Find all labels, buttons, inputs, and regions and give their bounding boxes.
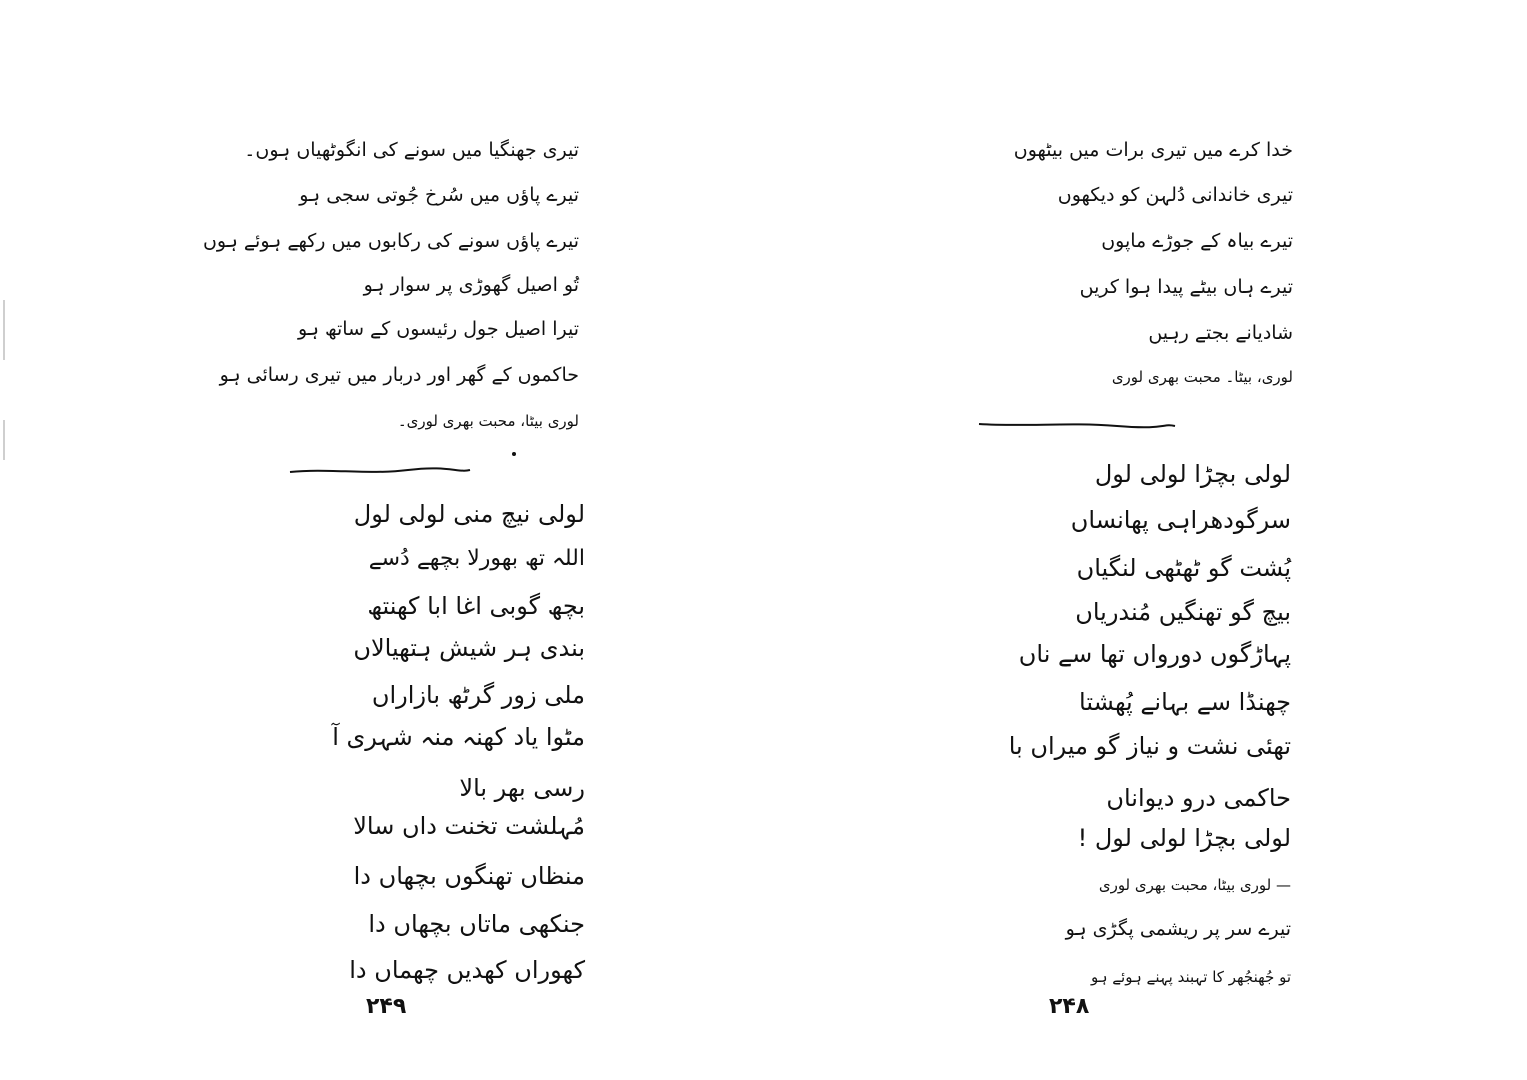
right-verse-bottom: تھئی نشت و نیاز گو میراں با	[1008, 732, 1291, 760]
page-number: ۲۴۹	[366, 994, 407, 1019]
right-verse-caption: — لوری بیٹا، محبت بھری لوری	[1098, 876, 1291, 894]
left-verse-bottom: مُہلشت تخنت داں سالا	[353, 812, 585, 840]
left-verse-top: تیری جھنگیا میں سونے کی انگوٹھیاں ہوں۔	[244, 139, 579, 161]
left-verse-bottom: رسی بھر بالا	[459, 774, 585, 802]
right-verse-caption: لوری، بیٹا۔ محبت بھری لوری	[1111, 368, 1293, 386]
left-verse-bottom: لولی نیچ منی لولی لول	[353, 500, 585, 528]
left-verse-top: تُو اصیل گھوڑی پر سوار ہو	[363, 274, 579, 296]
right-verse-bottom: لولی بچڑا لولی لول	[1094, 460, 1291, 488]
right-verse-bottom: پُشت گو ٹھٹھی لنگیاں	[1076, 554, 1291, 582]
left-verse-bottom: مٹوا یاد کھنہ منہ شہری آ	[332, 723, 585, 751]
right-verse-footer: تو جُھنجُھر کا تہبند پہنے ہوئے ہو	[1090, 968, 1291, 986]
right-verse-top: خدا کرے میں تیری برات میں بیٹھوں	[1013, 139, 1293, 161]
bullet-dot	[512, 452, 516, 456]
right-verse-top: شادیانے بجتے رہیں	[1148, 322, 1293, 344]
left-verse-bottom: ملی زور گرٹھ بازاراں	[371, 681, 585, 709]
right-verse-bottom: لولی بچڑا لولی لول !	[1077, 824, 1291, 852]
left-verse-top: تیرا اصیل جول رئیسوں کے ساتھ ہو	[298, 318, 579, 340]
left-verse-top: تیرے پاؤں سونے کی رکابوں میں رکھے ہوئے ہوں	[202, 230, 579, 252]
page-number: ۲۴۸	[1049, 994, 1090, 1019]
left-verse-bottom: بچھ گوبی اغا ابا کھنتھ	[367, 592, 585, 620]
left-verse-bottom: بندی ہر شیش ہتھیالاں	[353, 634, 585, 662]
left-page	[0, 0, 763, 1080]
left-verse-top: حاکموں کے گھر اور دربار میں تیری رسائی ہو	[219, 364, 579, 386]
left-verse-bottom: منظاں تھنگوں بچھاں دا	[353, 862, 585, 890]
right-verse-bottom: پہاڑگوں دورواں تھا سے ناں	[1018, 640, 1291, 668]
right-verse-footer: تیرے سر پر ریشمی پگڑی ہو	[1065, 918, 1291, 940]
right-verse-top: تیری خاندانی دُلہن کو دیکھوں	[1057, 184, 1293, 206]
left-verse-bottom: کھوراں کھدیں چھماں دا	[349, 956, 585, 984]
right-verse-bottom: چھنڈا سے بہانے پُھشتا	[1079, 688, 1291, 716]
left-verse-caption: لوری بیٹا، محبت بھری لوری۔	[397, 412, 579, 430]
right-verse-top: تیرے ہاں بیٹے پیدا ہوا کریں	[1079, 276, 1293, 298]
left-verse-bottom: جنکھی ماتاں بچھاں دا	[368, 910, 585, 938]
right-page	[763, 0, 1527, 1080]
right-verse-bottom: سرگودھراہی پھانساں	[1070, 506, 1291, 534]
right-verse-bottom: حاکمی درو دیواناں	[1106, 784, 1291, 812]
left-verse-bottom: اللہ تھ بھورلا بچھے دُسے	[368, 546, 585, 571]
right-verse-top: تیرے بیاہ کے جوڑے ماپوں	[1101, 230, 1293, 252]
left-verse-top: تیرے پاؤں میں سُرخ جُوتی سجی ہو	[299, 184, 579, 206]
right-verse-bottom: بیچ گو تھنگیں مُندریاں	[1075, 598, 1291, 626]
